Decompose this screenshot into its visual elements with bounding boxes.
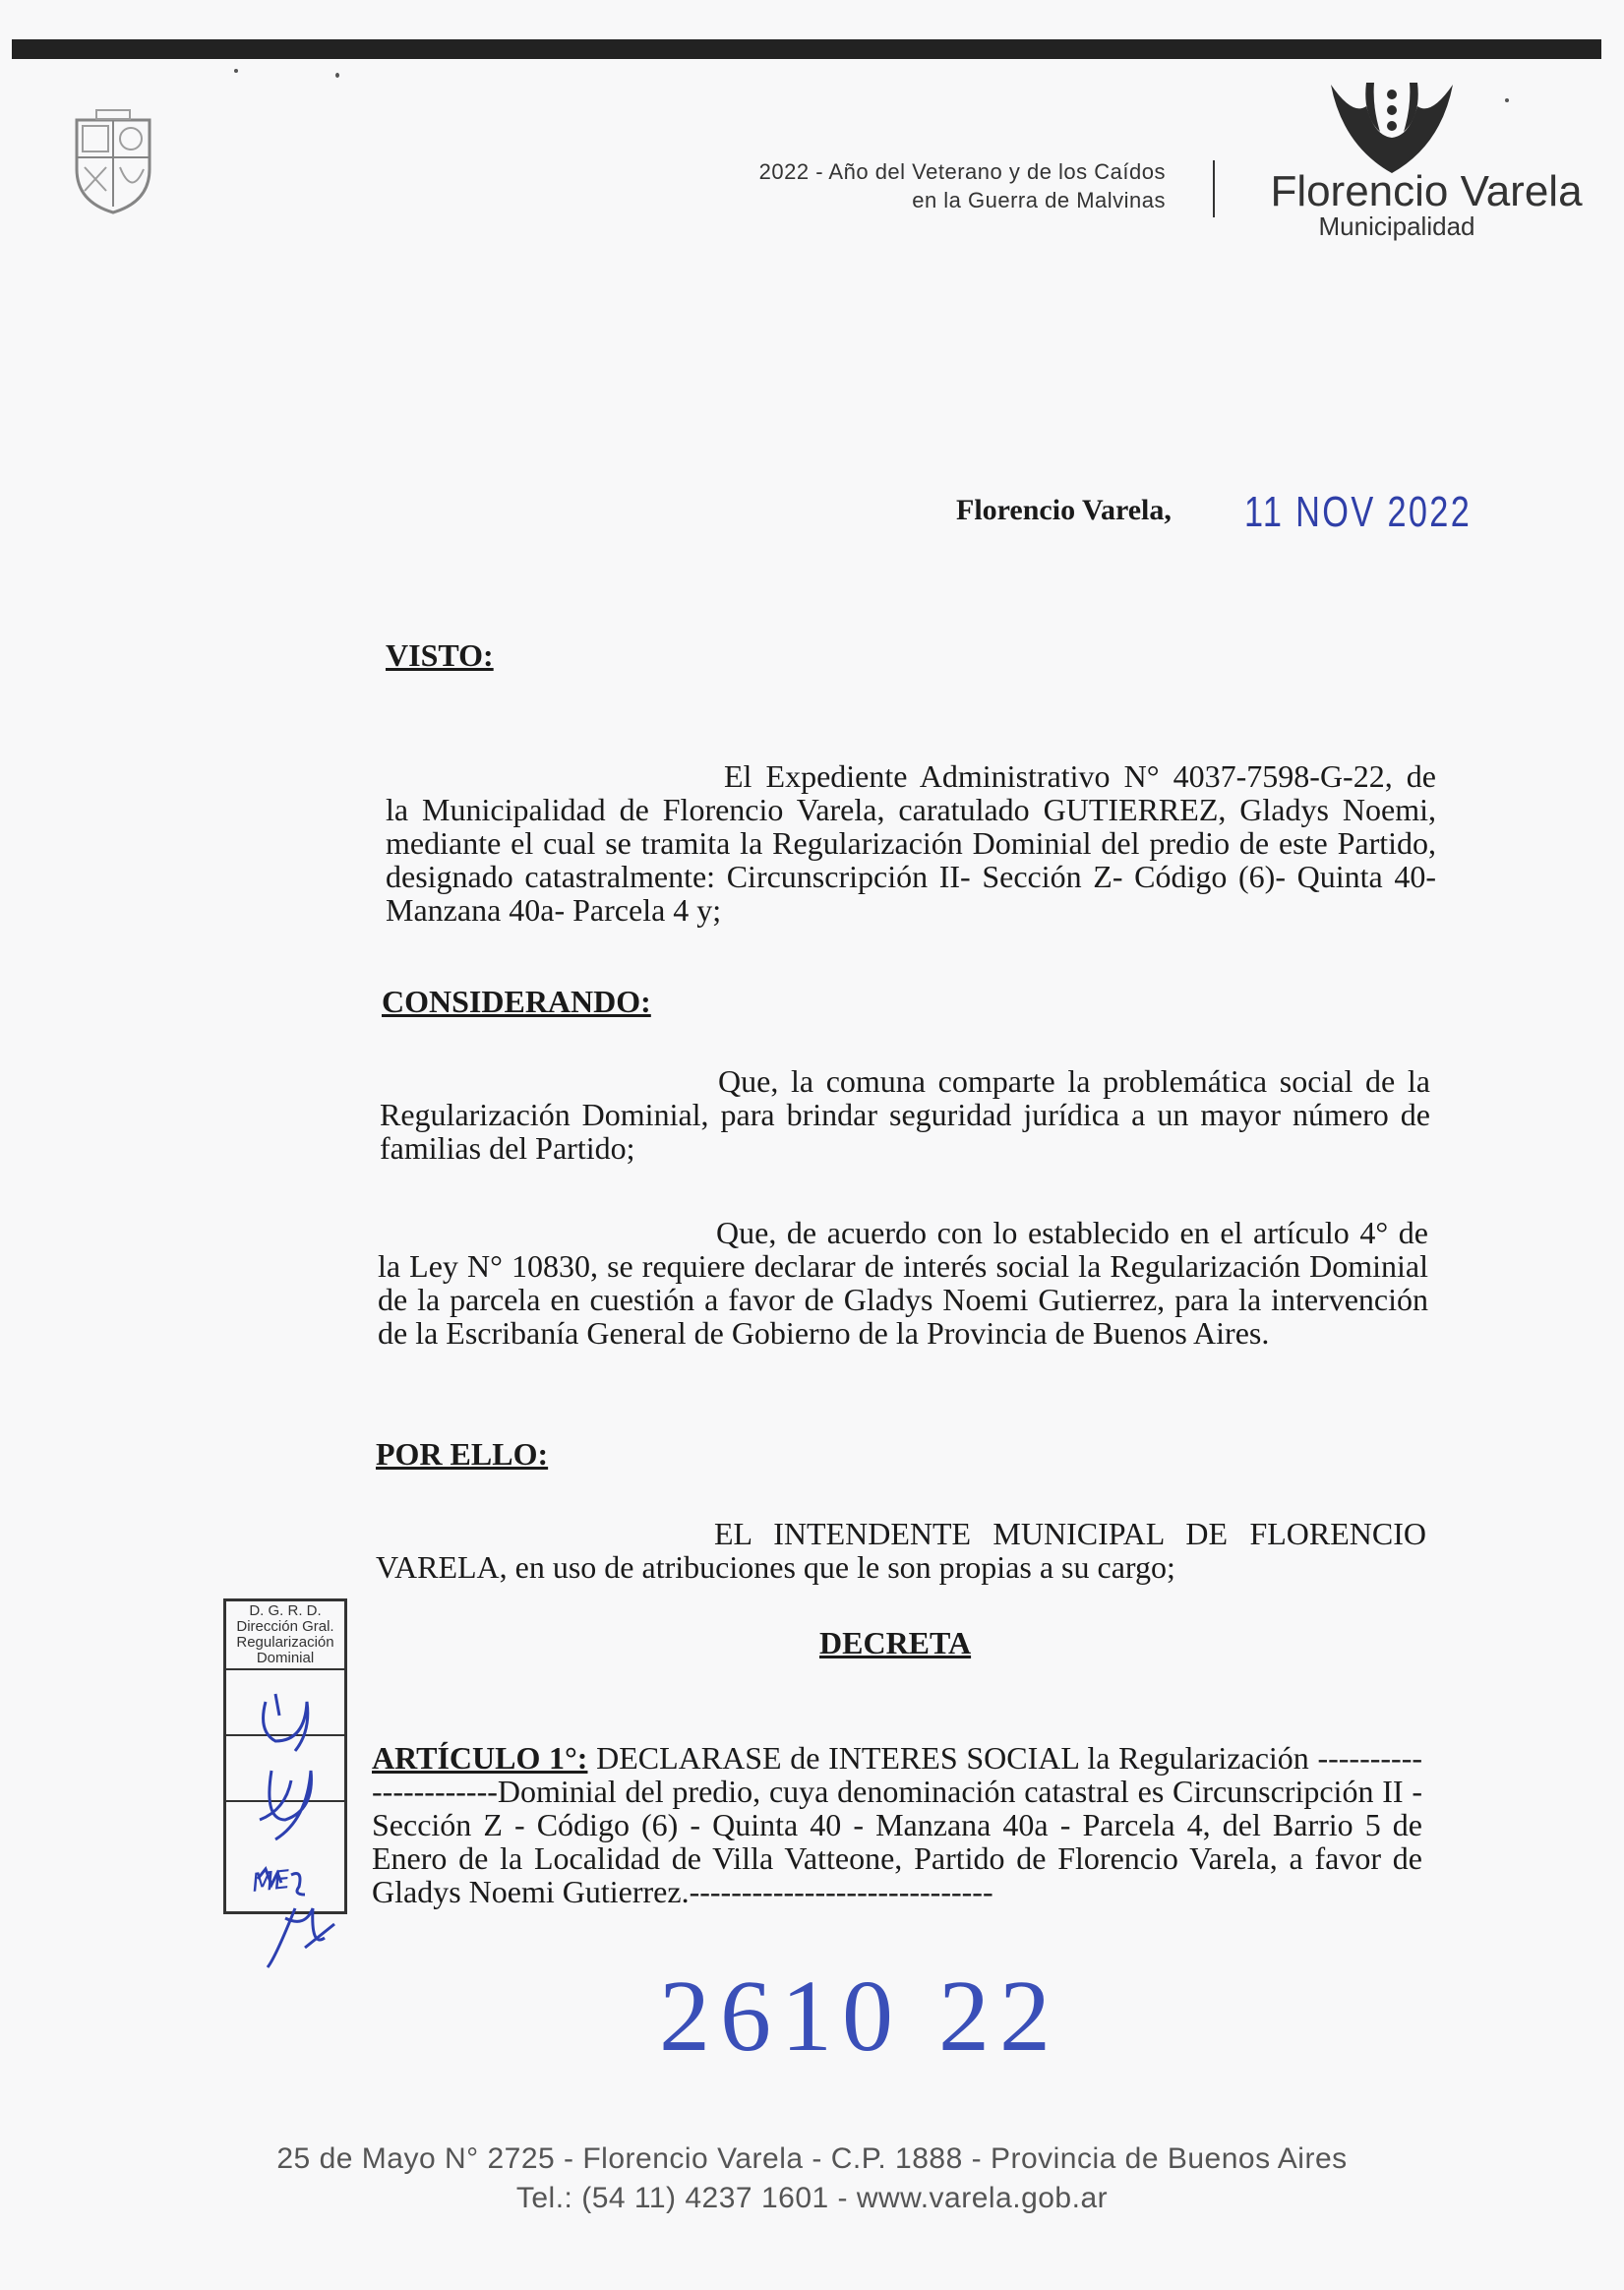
articulo-1-paragraph (372, 1741, 1422, 1908)
footer-contact: Tel.: (54 11) 4237 1601 - www.varela.gob.ar (515, 2182, 1109, 2214)
articulo-1-text: DECLARASE de INTERES SOCIAL la Regularización ----------------------Dominial del predio, cuya denominación catastral es Circunscripción II - Sección Z - Código (6) - Quinta 40 - Manzana 40a - Parcela 4, del Barrio 5 de Enero de la Localidad de Villa Vatteone, Partido de Florencio Varela, a favor de Gladys Noemi Gutierrez.----------------------------- (372, 1740, 1423, 1909)
scan-speck (1505, 98, 1509, 102)
municipality-name: Florencio Varela (1270, 167, 1583, 215)
coat-of-arms-icon (69, 108, 157, 216)
decree-number-stamp: 2610 22 (659, 1959, 1060, 2073)
articulo-1-label: ARTÍCULO 1°: (372, 1740, 588, 1776)
considerando-paragraph-1 (380, 1064, 1430, 1165)
considerando-text-1: Que, la comuna comparte la problemática social de la Regularización Dominial, para brindar seguridad jurídica a un mayor número de familias del Partido; (380, 1063, 1430, 1166)
motto-line-2: en la Guerra de Malvinas (912, 188, 1166, 212)
motto-line-1: 2022 - Año del Veterano y de los Caídos (758, 159, 1166, 184)
considerando-paragraph-2 (378, 1216, 1428, 1350)
stamp-signature-cell (226, 1670, 344, 1736)
scan-top-border (12, 39, 1601, 59)
por-ello-paragraph (376, 1517, 1426, 1584)
visto-heading: VISTO: (386, 637, 494, 673)
por-ello-text: EL INTENDENTE MUNICIPAL DE FLORENCIO VARELA, en uso de atribuciones que le son propias a su cargo; (376, 1516, 1426, 1585)
municipality-logo-icon (1323, 77, 1461, 180)
header-divider (1213, 160, 1215, 217)
considerando-heading: CONSIDERANDO: (382, 984, 651, 1019)
footer-address: 25 de Mayo N° 2725 - Florencio Varela - C.P. 1888 - Provincia de Buenos Aires (276, 2142, 1348, 2175)
stamp-line-2: Dirección Gral. (236, 1618, 334, 1635)
stamp-signature-cell (226, 1736, 344, 1802)
considerando-text-2: Que, de acuerdo con lo establecido en el artículo 4° de la Ley N° 10830, se requiere declarar de interés social la Regularización Dominial de la parcela en cuestión a favor de Gladys Noemi Gutierrez, para la intervención de la Escribanía General de Gobierno de la Provincia de Buenos Aires. (378, 1215, 1428, 1351)
date-stamp: 11 NOV 2022 (1244, 488, 1473, 536)
stamp-line-3: Regularización (236, 1634, 334, 1651)
stamp-header (226, 1601, 344, 1670)
scan-speck (234, 69, 238, 73)
municipality-subtitle: Municipalidad (1318, 211, 1475, 241)
decreta-heading: DECRETA (819, 1625, 972, 1660)
stamp-signature-cell (226, 1802, 344, 1866)
visto-paragraph (386, 759, 1436, 927)
stamp-initials: ME (250, 1865, 292, 1898)
scan-speck (335, 73, 339, 78)
year-motto (630, 157, 1166, 214)
stamp-line-4: Dominial (256, 1650, 315, 1666)
stamp-line-1: D. G. R. D. (249, 1602, 322, 1619)
por-ello-heading: POR ELLO: (376, 1436, 549, 1472)
date-place-label: Florencio Varela, (956, 494, 1172, 526)
visto-text: El Expediente Administrativo N° 4037-7598-G-22, de la Municipalidad de Florencio Varela, caratulado GUTIERREZ, Gladys Noemi, mediante el cual se tramita la Regularización Dominial del predio de este Partido, designado catastralmente: Circunscripción II- Sección Z- Código (6)- Quinta 40- Manzana 40a- Parcela 4 y; (386, 758, 1436, 928)
